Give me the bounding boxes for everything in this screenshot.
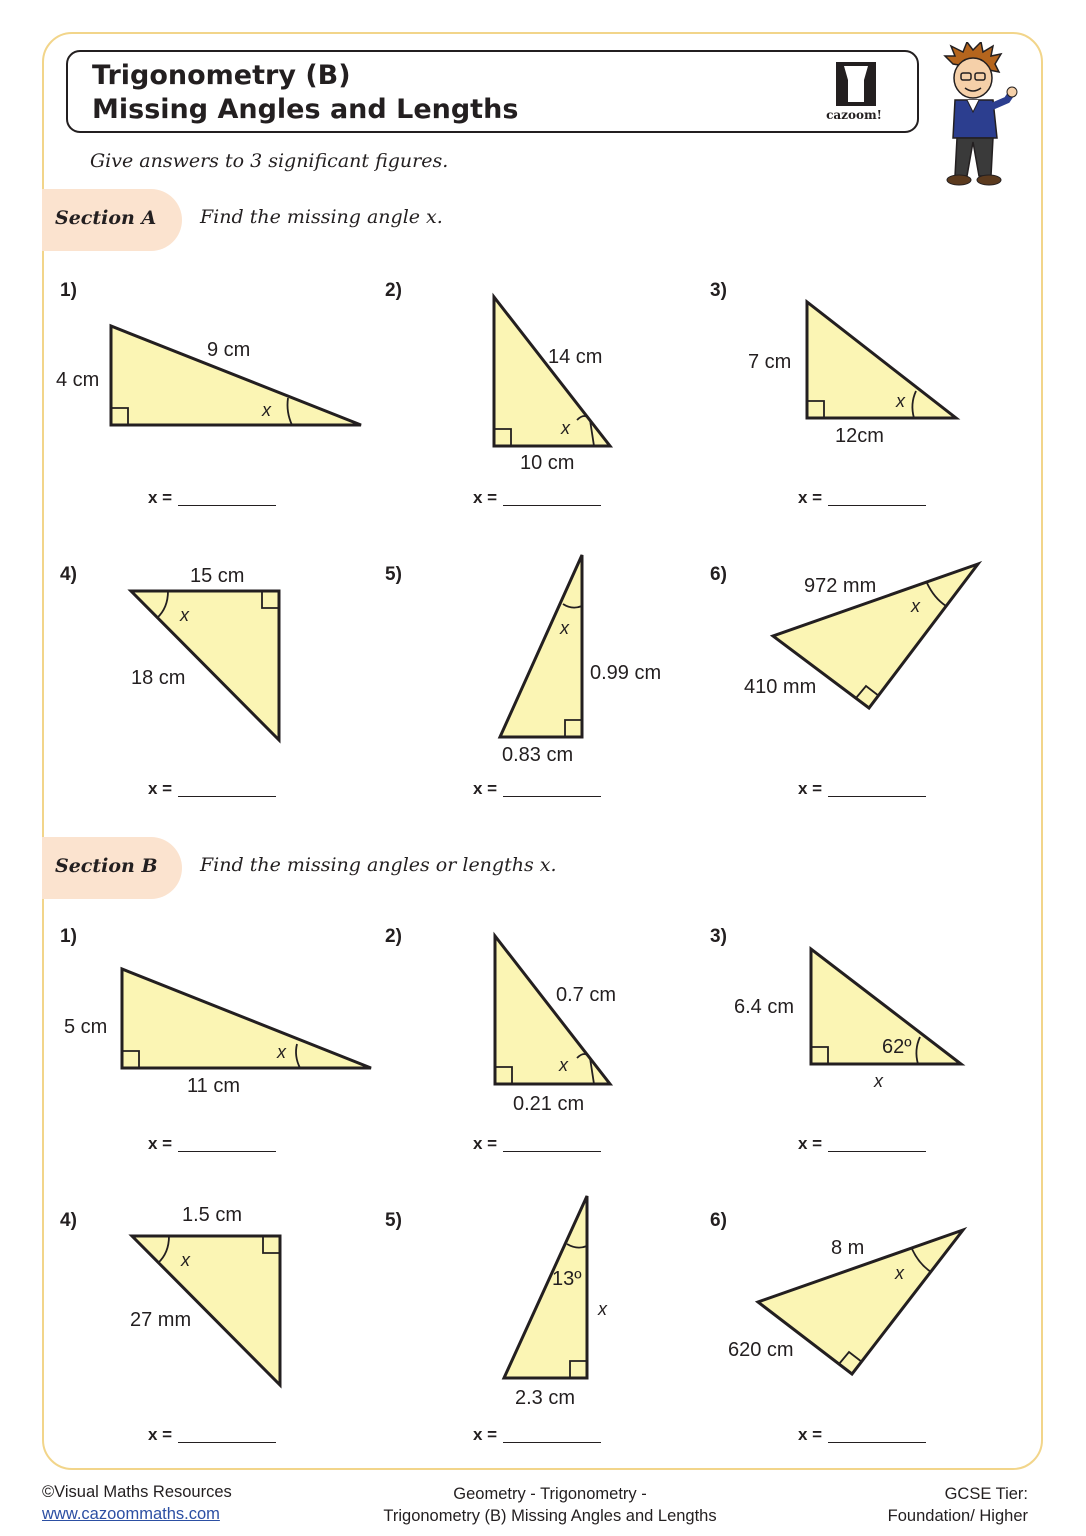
triangle-a4 (131, 591, 279, 740)
side-variable-label: x (598, 1299, 607, 1319)
question-number: 4) (60, 1210, 77, 1231)
side-length-label: 410 mm (744, 676, 817, 698)
side-length-label: 5 cm (64, 1016, 108, 1038)
answer-label: x = (148, 779, 173, 798)
side-length-label: 620 cm (728, 1339, 794, 1361)
question-number: 5) (385, 1210, 402, 1231)
answer-label: x = (798, 1134, 823, 1153)
footer-left (42, 1481, 232, 1525)
topic-line-2: Trigonometry (B) Missing Angles and Lengths (383, 1507, 717, 1525)
angle-arcs (157, 391, 946, 1272)
side-length-label: 0.83 cm (502, 744, 574, 766)
answer-label: x = (798, 1425, 823, 1444)
angle-variable-label: x (895, 1263, 904, 1283)
angle-variable-label: x (561, 418, 570, 438)
answer-label: x = (148, 488, 173, 507)
triangle-b2 (495, 936, 610, 1084)
side-length-label: 27 mm (130, 1309, 192, 1331)
copyright-text: ©Visual Maths Resources (42, 1483, 232, 1501)
side-length-label: 12cm (835, 425, 884, 447)
website-link[interactable]: www.cazoommaths.com (42, 1505, 220, 1523)
answer-label: x = (148, 1134, 173, 1153)
answer-label: x = (798, 488, 823, 507)
question-number: 4) (60, 564, 77, 585)
question-number: 2) (385, 280, 402, 301)
angle-variable-label: x (262, 400, 271, 420)
answer-label: x = (473, 1134, 498, 1153)
triangle-a3 (807, 302, 956, 418)
side-length-label: 7 cm (748, 351, 792, 373)
side-length-label: 14 cm (548, 346, 603, 368)
angle-variable-label: x (560, 618, 569, 638)
right-angle-markers (111, 401, 879, 1378)
side-length-label: 15 cm (190, 565, 245, 587)
answer-label: x = (798, 779, 823, 798)
section-b-instruction: Find the missing angles or lengths x. (200, 854, 557, 876)
angle-variable-label: x (181, 1250, 190, 1270)
question-number: 6) (710, 1210, 727, 1231)
angle-variable-label: x (277, 1042, 286, 1062)
triangle-b1 (122, 969, 371, 1068)
answer-label: x = (148, 1425, 173, 1444)
side-length-label: 972 mm (804, 575, 877, 597)
side-length-label: 0.7 cm (556, 984, 617, 1006)
angle-variable-label: x (559, 1055, 568, 1075)
angle-variable-label: x (911, 596, 920, 616)
side-length-label: 4 cm (56, 369, 100, 391)
section-a-instruction: Find the missing angle x. (200, 206, 443, 228)
worksheet-title: Trigonometry (B) (92, 60, 351, 91)
footer-right (888, 1483, 1028, 1527)
section-a-label: Section A (55, 207, 157, 229)
side-length-label: 0.21 cm (513, 1093, 585, 1115)
answer-label: x = (473, 488, 498, 507)
angle-variable-label: x (896, 391, 905, 411)
side-length-label: 10 cm (520, 452, 575, 474)
angle-variable-label: x (180, 605, 189, 625)
topic-line-1: Geometry - Trigonometry - (453, 1485, 647, 1503)
side-length-label: 18 cm (131, 667, 186, 689)
question-number: 1) (60, 280, 77, 301)
question-number: 1) (60, 926, 77, 947)
side-length-label: 8 m (831, 1237, 865, 1259)
side-length-label: 2.3 cm (515, 1387, 576, 1409)
side-length-label: 1.5 cm (182, 1204, 243, 1226)
triangle-a2 (494, 297, 610, 446)
answer-label: x = (473, 779, 498, 798)
answer-label: x = (473, 1425, 498, 1444)
triangle-a5 (500, 555, 582, 737)
side-length-label: 6.4 cm (734, 996, 795, 1018)
angle-value-label: 62º (882, 1036, 912, 1058)
logo-text: cazoom! (826, 108, 882, 122)
worksheet-subtitle: Missing Angles and Lengths (92, 94, 519, 125)
question-number: 3) (710, 926, 727, 947)
question-number: 5) (385, 564, 402, 585)
question-number: 2) (385, 926, 402, 947)
tier-line-1: GCSE Tier: (944, 1485, 1028, 1503)
footer-center (366, 1483, 734, 1527)
general-instruction: Give answers to 3 significant figures. (90, 150, 449, 172)
tier-line-2: Foundation/ Higher (887, 1507, 1028, 1525)
side-length-label: 0.99 cm (590, 662, 662, 684)
side-variable-label: x (874, 1071, 883, 1091)
side-length-label: 11 cm (187, 1075, 240, 1097)
side-length-label: 9 cm (207, 339, 251, 361)
question-number: 6) (710, 564, 727, 585)
section-b-label: Section B (55, 855, 158, 877)
question-number: 3) (710, 280, 727, 301)
angle-value-label: 13º (552, 1268, 582, 1290)
